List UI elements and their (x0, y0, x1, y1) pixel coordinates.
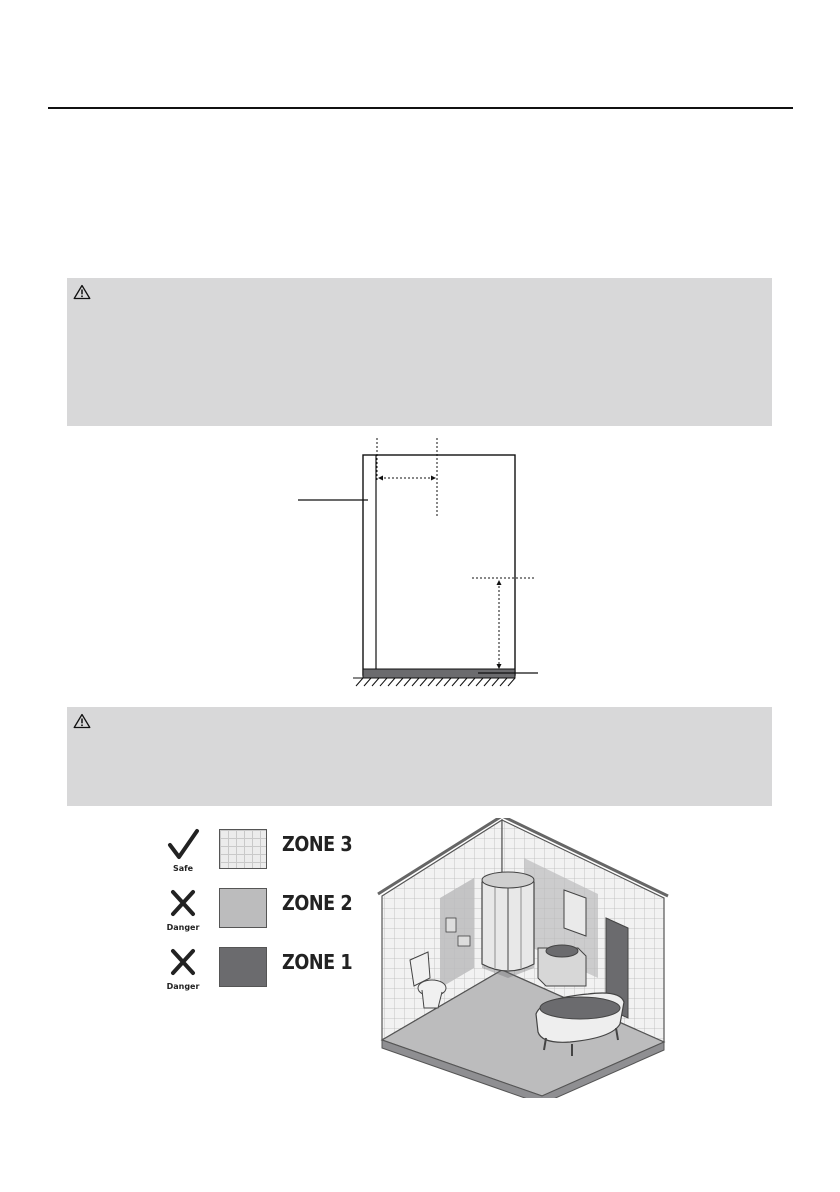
legend-caption: Danger (166, 923, 200, 932)
header-rule (48, 107, 793, 109)
legend-caption: Danger (166, 982, 200, 991)
zone1-swatch (219, 947, 267, 987)
floor-hatching (353, 678, 515, 686)
warning-triangle-icon (73, 713, 91, 729)
zone1-label: ZONE 1 (282, 950, 353, 974)
installation-clearance-diagram (290, 436, 550, 694)
zone3-swatch (219, 829, 267, 869)
legend-row-zone3 (163, 826, 363, 876)
warning-triangle-icon (73, 284, 91, 300)
zone3-label: ZONE 3 (282, 832, 353, 856)
zone2-swatch (219, 888, 267, 928)
zone2-label: ZONE 2 (282, 891, 353, 915)
bathroom-zones-illustration (374, 818, 674, 1098)
legend-row-zone2 (163, 885, 363, 935)
warning-box-1 (67, 278, 772, 426)
warning-box-2 (67, 707, 772, 806)
legend-row-zone1 (163, 944, 363, 994)
appliance-outline (363, 455, 515, 675)
legend-caption: Safe (172, 864, 194, 873)
